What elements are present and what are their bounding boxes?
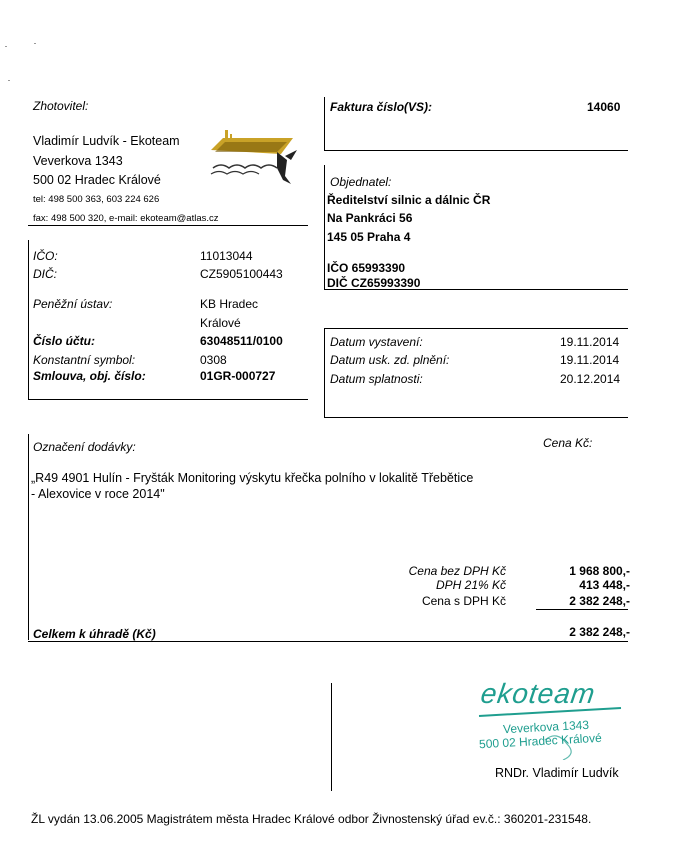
total-due-label: Celkem k úhradě (Kč) [33, 627, 156, 641]
scan-speck [5, 46, 7, 47]
stamp-line1: Veverkova 1343 [502, 717, 590, 737]
supplier-name: Vladimír Ludvík - Ekoteam [33, 134, 180, 148]
divider [28, 240, 29, 400]
supplier-heading: Zhotovitel: [33, 99, 89, 113]
divider [324, 150, 628, 151]
supplier-phone: tel: 498 500 363, 603 224 626 [33, 194, 160, 205]
delivery-line2: - Alexovice v roce 2014" [31, 487, 165, 501]
stamp-line2: 500 02 Hradec Králové [478, 730, 603, 752]
price-heading: Cena Kč: [543, 436, 593, 450]
invoice-number-label: Faktura číslo(VS): [330, 100, 433, 114]
total-due: 2 382 248,- [569, 625, 630, 639]
ks-value: 0308 [200, 353, 227, 367]
bank-line1: KB Hradec [200, 297, 259, 311]
divider [331, 683, 332, 791]
contract-value: 01GR-000727 [200, 369, 276, 383]
account-label: Číslo účtu: [33, 334, 95, 348]
net-price: 1 968 800,- [569, 564, 630, 578]
divider [324, 328, 325, 418]
divider [324, 165, 325, 289]
ks-label: Konstantní symbol: [33, 353, 136, 367]
customer-city: 145 05 Praha 4 [327, 230, 411, 244]
trade-license-footer: ŽL vydán 13.06.2005 Magistrátem města Hradec Králové odbor Živnostenský úřad ev.č.: 360201-231548. [31, 812, 592, 826]
customer-ico: IČO 65993390 [327, 261, 406, 275]
delivery-line1: „R49 4901 Hulín - Fryšták Monitoring výskytu křečka polního v lokalitě Třebětice [31, 471, 474, 485]
divider [536, 609, 628, 610]
divider [28, 641, 628, 642]
divider [28, 225, 308, 226]
ico-label: IČO: [33, 249, 58, 263]
vat-amount: 413 448,- [579, 578, 630, 592]
issued-date: 19.11.2014 [560, 335, 620, 349]
supplier-street: Veverkova 1343 [33, 154, 123, 168]
scan-speck [34, 43, 36, 44]
dic-label: DIČ: [33, 267, 57, 281]
contract-label: Smlouva, obj. číslo: [33, 369, 146, 383]
vat-label: DPH 21% Kč [435, 578, 506, 592]
customer-heading: Objednatel: [330, 175, 392, 189]
account-value: 63048511/0100 [200, 334, 283, 348]
divider [324, 289, 628, 290]
gross-price-label: Cena s DPH Kč [421, 594, 506, 608]
dic-value: CZ5905100443 [200, 267, 283, 281]
supplier-city: 500 02 Hradec Králové [33, 173, 161, 187]
taxable-date: 19.11.2014 [560, 353, 620, 367]
divider [324, 328, 628, 329]
supplier-fax-email: fax: 498 500 320, e-mail: ekoteam@atlas.cz [33, 213, 219, 224]
issued-date-label: Datum vystavení: [330, 335, 423, 349]
gross-price: 2 382 248,- [569, 594, 630, 608]
scan-speck [8, 80, 10, 81]
divider [324, 417, 628, 418]
due-date: 20.12.2014 [560, 372, 621, 386]
ekoteam-logo [207, 126, 299, 188]
ico-value: 11013044 [200, 249, 253, 263]
due-date-label: Datum splatnosti: [330, 372, 423, 386]
bank-line2: Králové [200, 316, 241, 330]
taxable-date-label: Datum usk. zd. plnění: [330, 353, 450, 367]
delivery-heading: Označení dodávky: [33, 440, 136, 454]
customer-dic: DIČ CZ65993390 [327, 276, 421, 290]
bank-label: Peněžní ústav: [33, 297, 113, 311]
customer-name: Ředitelství silnic a dálnic ČR [327, 193, 491, 207]
customer-street: Na Pankráci 56 [327, 211, 413, 225]
stamp-brand: ekoteam [478, 678, 598, 709]
invoice-number: 14060 [587, 100, 621, 114]
net-price-label: Cena bez DPH Kč [408, 564, 506, 578]
divider [324, 97, 325, 151]
signatory: RNDr. Vladimír Ludvík [495, 766, 619, 780]
divider [28, 434, 29, 640]
divider [28, 399, 308, 400]
company-stamp [475, 678, 625, 760]
